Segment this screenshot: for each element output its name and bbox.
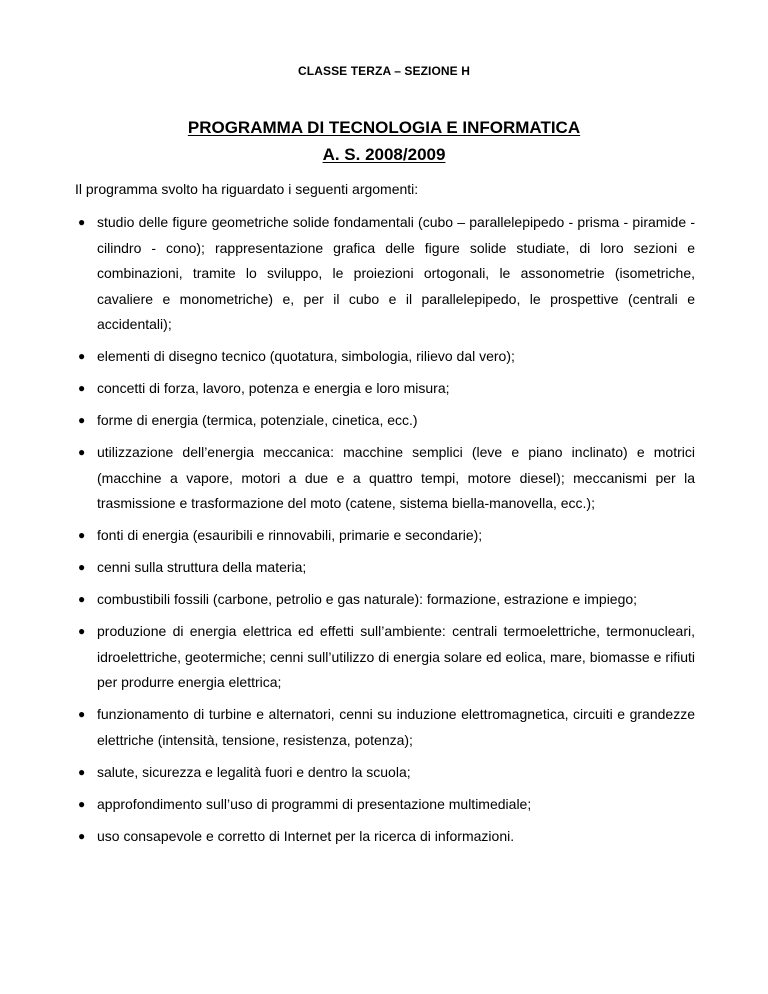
list-item xyxy=(75,210,695,338)
list-item xyxy=(75,587,695,613)
topic-text: combustibili fossili (carbone, petrolio e gas naturale): formazione, estrazione e impiego; xyxy=(97,591,638,607)
topic-text: produzione di energia elettrica ed effetti sull’ambiente: centrali termoelettriche, termonucleari, idroelettriche, geotermiche; cenni sull’utilizzo di energia solare ed eolica, mare, biomasse e rifiuti per produrre energia elettrica; xyxy=(97,623,695,690)
topic-text: uso consapevole e corretto di Internet per la ricerca di informazioni. xyxy=(97,827,515,844)
topic-text: concetti di forza, lavoro, potenza e energia e loro misura; xyxy=(97,380,450,396)
topic-text: fonti di energia (esauribili e rinnovabili, primarie e secondarie); xyxy=(97,527,483,543)
list-item xyxy=(75,344,695,370)
topic-text: forme di energia (termica, potenziale, cinetica, ecc.) xyxy=(97,412,418,428)
topic-text: elementi di disegno tecnico (quotatura, simbologia, rilievo dal vero); xyxy=(97,348,515,364)
topic-text: salute, sicurezza e legalità fuori e dentro la scuola; xyxy=(97,763,411,780)
topic-text: cenni sulla struttura della materia; xyxy=(97,559,307,575)
list-item xyxy=(75,702,695,753)
list-item xyxy=(75,440,695,517)
topic-text: utilizzazione dell’energia meccanica: macchine semplici (leve e piano inclinato) e motrici (macchine a vapore, motori a due e a quattro tempi, motore diesel); meccanismi per la trasmissione e trasformazione del moto (catene, sistema biella-manovella, ecc.); xyxy=(97,444,695,511)
topic-list xyxy=(75,210,695,856)
list-item xyxy=(75,760,695,786)
bullet-icon: ● xyxy=(78,796,86,811)
list-item xyxy=(75,523,695,549)
bullet-icon: ● xyxy=(78,828,86,843)
topic-text: studio delle figure geometriche solide fondamentali (cubo – parallelepipedo - prisma - piramide - cilindro - cono); rappresentazione grafica delle figure solide studiate, di loro sezioni e combinazioni, tramite lo sviluppo, le proiezioni ortogonali, le assonometrie (isometriche, cavaliere e monometriche) e, per il cubo e il parallelepipedo, le prospettive (centrali e accidentali); xyxy=(97,214,695,332)
list-item xyxy=(75,792,695,818)
bullet-icon: ● xyxy=(78,215,86,229)
list-item xyxy=(75,619,695,696)
topic-text: funzionamento di turbine e alternatori, cenni su induzione elettromagnetica, circuiti e grandezze elettriche (intensità, tensione, resistenza, potenza); xyxy=(97,706,695,748)
list-item xyxy=(75,555,695,581)
bullet-icon: ● xyxy=(78,707,86,721)
bullet-icon: ● xyxy=(78,445,86,459)
list-item xyxy=(75,824,695,850)
intro-paragraph: Il programma svolto ha riguardato i seguenti argomenti: xyxy=(75,181,419,197)
bullet-icon: ● xyxy=(78,560,86,574)
school-year-title: A. S. 2008/2009 xyxy=(322,145,446,164)
bullet-icon: ● xyxy=(78,381,86,395)
list-item xyxy=(75,408,695,434)
topic-text: approfondimento sull’uso di programmi di presentazione multimediale; xyxy=(97,795,532,812)
document-title: PROGRAMMA DI TECNOLOGIA E INFORMATICA xyxy=(187,118,581,137)
bullet-icon: ● xyxy=(78,528,86,542)
bullet-icon: ● xyxy=(78,413,86,427)
class-section-heading: CLASSE TERZA – SEZIONE H xyxy=(298,64,470,78)
bullet-icon: ● xyxy=(78,592,86,606)
bullet-icon: ● xyxy=(78,624,86,638)
list-item xyxy=(75,376,695,402)
bullet-icon: ● xyxy=(78,764,86,779)
bullet-icon: ● xyxy=(78,349,86,363)
